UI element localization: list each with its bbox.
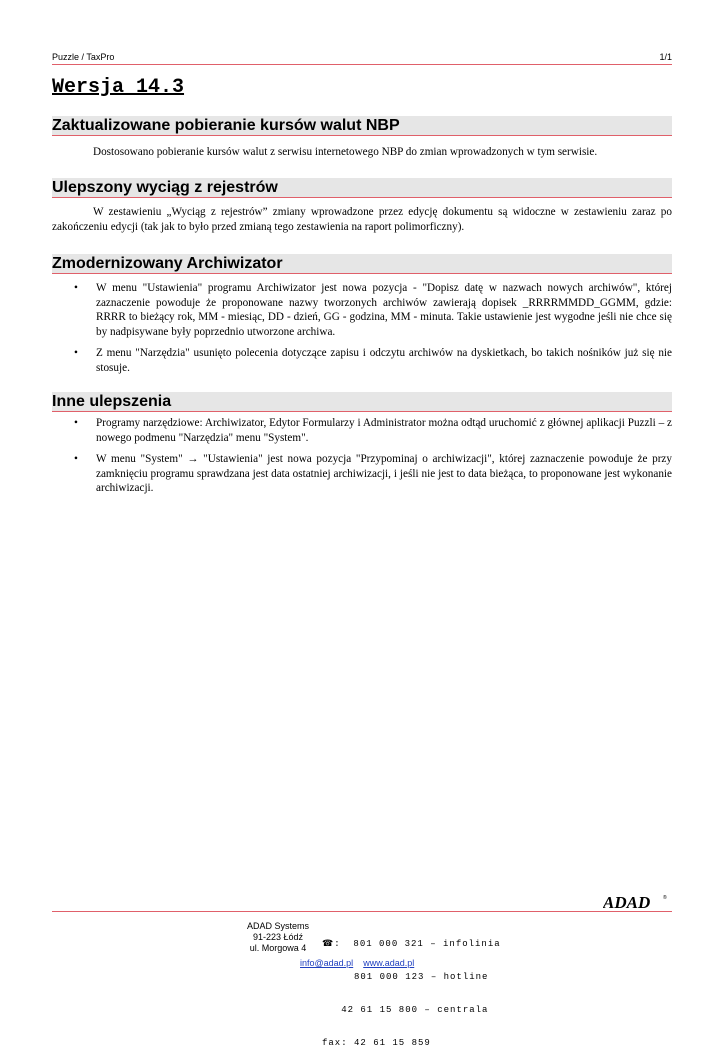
bullet-list-inne [52, 416, 672, 503]
page-number: 1/1 [659, 52, 672, 62]
header-left: Puzzle / TaxPro [52, 52, 115, 62]
section-heading-rejestry: Ulepszony wyciąg z rejestrów [52, 178, 672, 198]
list-item: • W menu "System" → "Ustawienia" jest nowa pozycja "Przypominaj o archiwizacji", której zaznaczenie powoduje że przy zamknięciu programu sprawdzana jest data ostatniej archiwizacji, i jeśli nie jest to data bieżąca, to proponowane jest wykonanie archiwizacji. [74, 453, 672, 494]
svg-text:ADAD: ADAD [603, 893, 651, 911]
company-address [238, 921, 318, 954]
company-postal: 91-223 Łódź [252, 932, 304, 942]
section-paragraph-rejestry: W zestawieniu „Wyciąg z rejestrów” zmiany wprowadzone przez edycję dokumentu są widoczne w zestawieniu zaraz po zakończeniu edycji (tak jak to było przed zmianą tego zestawienia na raport polimorficzny). [52, 206, 672, 233]
phone-hotline: 801 000 123 – hotline [322, 972, 489, 982]
list-item-text: Z menu "Narzędzia" usunięto polecenia dotyczące zapisu i odczytu archiwów na dyskietkach, bo takich nośników już się nie stosuje. [96, 347, 672, 374]
website-link[interactable]: www.adad.pl [363, 958, 415, 968]
footer-links [300, 958, 414, 968]
list-item-text: Programy narzędziowe: Archiwizator, Edytor Formularzy i Administrator można odtąd uruchomić z głównej aplikacji Puzzli – z nowego podmenu "Narzędzia" menu "System". [96, 417, 672, 444]
fax-number: fax: 42 61 15 859 [322, 1038, 431, 1048]
email-link[interactable]: info@adad.pl [300, 958, 354, 968]
list-item: • W menu "Ustawienia" programu Archiwizator jest nowa pozycja - "Dopisz datę w nazwach nowych archiwów", której zaznaczenie powoduje że proponowane nazwy tworzonych archiwów zawierają dopisek _RRRRMMDD_GGMM, gdzie: RRRR to bieżący rok, MM - miesiąc, DD - dzień, GG - godzina, MM - minuta. Takie ustawienie jest wygodne jeśli nie chce się by nadpisywane były poprzednio utworzone archiwa. [74, 282, 672, 338]
list-item-text: W menu "Ustawienia" programu Archiwizator jest nowa pozycja - "Dopisz datę w nazwach nowych archiwów", której zaznaczenie powoduje że proponowane nazwy tworzonych archiwów zawierają dopisek _RRRRMMDD_GGMM, gdzie: RRRR to bieżący rok, MM - miesiąc, DD - dzień, GG - godzina, MM - minuta. Takie ustawienie jest wygodne jeśli nie chce się by nadpisywane były poprzednio utworzone archiwa. [96, 282, 672, 338]
phone-centrala: 42 61 15 800 – centrala [322, 1005, 489, 1015]
page-header [52, 52, 672, 65]
list-item: • Z menu "Narzędzia" usunięto polecenia dotyczące zapisu i odczytu archiwów na dyskietkach, bo takich nośników już się nie stosuje. [74, 347, 672, 374]
company-street: ul. Morgowa 4 [249, 943, 307, 953]
section-heading-archiwizator: Zmodernizowany Archiwizator [52, 254, 672, 274]
section-paragraph-nbp: Dostosowano pobieranie kursów walut z serwisu internetowego NBP do zmian wprowadzonych w tym serwisie. [93, 146, 598, 158]
footer-divider [52, 911, 672, 912]
section-heading-inne: Inne ulepszenia [52, 392, 672, 412]
svg-text:®: ® [663, 895, 667, 901]
document-title: Wersja 14.3 [52, 76, 185, 99]
company-name: ADAD Systems [246, 921, 309, 931]
bullet-list-archiwizator [52, 281, 672, 382]
contact-phones [322, 917, 501, 1060]
adad-logo [603, 893, 667, 911]
section-heading-nbp: Zaktualizowane pobieranie kursów walut NBP [52, 116, 672, 136]
list-item: • Programy narzędziowe: Archiwizator, Edytor Formularzy i Administrator można odtąd uruchomić z głównej aplikacji Puzzli – z nowego podmenu "Narzędzia" menu "System". [74, 417, 672, 444]
list-item-text: W menu "System" → "Ustawienia" jest nowa pozycja "Przypominaj o archiwizacji", której zaznaczenie powoduje że przy zamknięciu programu sprawdzana jest data ostatniej archiwizacji, i jeśli nie jest to data bieżąca, to proponowane jest wykonanie archiwizacji. [96, 453, 672, 494]
phone-infolinia: ☎: 801 000 321 – infolinia [322, 939, 501, 949]
